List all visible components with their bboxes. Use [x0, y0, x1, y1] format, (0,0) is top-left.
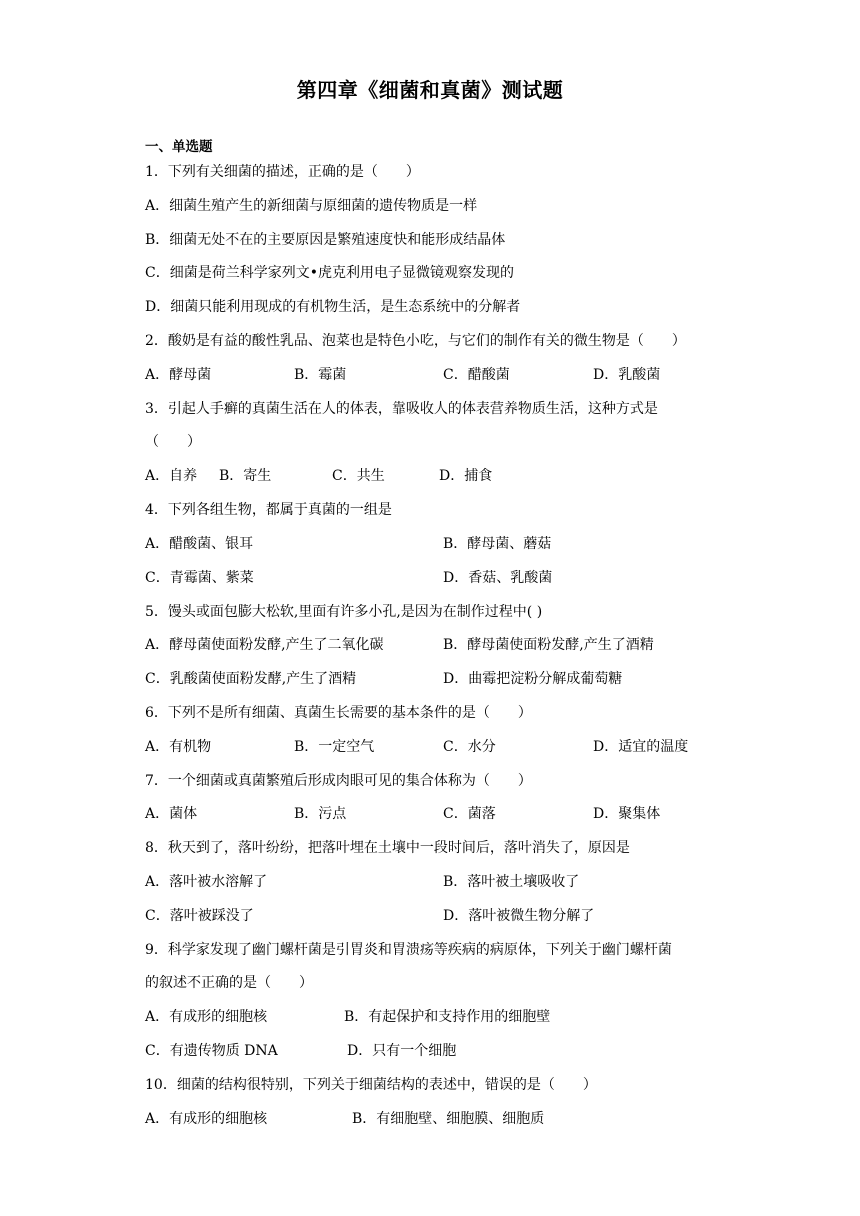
question-1-option-c: C．细菌是荷兰科学家列文•虎克利用电子显微镜观察发现的	[145, 265, 514, 281]
question-4-option-a: A．醋酸菌、银耳	[145, 536, 254, 552]
question-9-option-a: A．有成形的细胞核	[145, 1009, 268, 1025]
question-7-option-a: A．菌体	[145, 806, 198, 822]
question-10-option-a: A．有成形的细胞核	[145, 1111, 268, 1127]
question-6-option-c: C．水分	[443, 739, 496, 755]
question-5-option-c: C．乳酸菌使面粉发酵,产生了酒精	[145, 671, 357, 687]
question-1-option-d: D．细菌只能利用现成的有机物生活，是生态系统中的分解者	[145, 299, 521, 315]
question-1-stem: 1．下列有关细菌的描述，正确的是（ ）	[145, 164, 420, 180]
question-4-option-d: D．香菇、乳酸菌	[443, 570, 553, 586]
question-2-option-a: A．酵母菌	[145, 367, 212, 383]
question-9-stem: 9．科学家发现了幽门螺杆菌是引胃炎和胃溃疡等疾病的病原体，下列关于幽门螺杆菌	[145, 942, 672, 958]
question-9-stem-continued: 的叙述不正确的是（ ）	[145, 975, 313, 991]
question-4-stem: 4．下列各组生物，都属于真菌的一组是	[145, 502, 392, 518]
question-8-option-b: B．落叶被土壤吸收了	[443, 874, 580, 890]
question-3-option-b: B．寄生	[219, 468, 272, 484]
question-6-option-b: B．一定空气	[294, 739, 375, 755]
question-8-option-d: D．落叶被微生物分解了	[443, 908, 595, 924]
question-9-option-b: B．有起保护和支持作用的细胞壁	[344, 1009, 551, 1025]
question-1-option-a: A．细菌生殖产生的新细菌与原细菌的遗传物质是一样	[145, 198, 478, 214]
question-9-option-c: C．有遗传物质 DNA	[145, 1043, 278, 1059]
question-7-option-d: D．聚集体	[593, 806, 661, 822]
question-6-stem: 6．下列不是所有细菌、真菌生长需要的基本条件的是（ ）	[145, 705, 532, 721]
section-heading: 一、单选题	[145, 139, 213, 155]
question-3-option-d: D．捕食	[439, 468, 493, 484]
question-5-stem: 5．馒头或面包膨大松软,里面有许多小孔,是因为在制作过程中( )	[145, 604, 543, 620]
question-6-option-a: A．有机物	[145, 739, 212, 755]
question-3-option-a: A．自养	[145, 468, 198, 484]
page-title: 第四章《细菌和真菌》测试题	[296, 78, 564, 102]
question-2-stem: 2．酸奶是有益的酸性乳品、泡菜也是特色小吃，与它们的制作有关的微生物是（ ）	[145, 333, 686, 349]
question-2-option-c: C．醋酸菌	[443, 367, 510, 383]
question-3-stem-continued: （ ）	[145, 434, 201, 450]
question-2-option-b: B．霉菌	[294, 367, 347, 383]
question-8-stem: 8．秋天到了，落叶纷纷，把落叶埋在土壤中一段时间后，落叶消失了，原因是	[145, 840, 630, 856]
question-7-stem: 7．一个细菌或真菌繁殖后形成肉眼可见的集合体称为（ ）	[145, 773, 532, 789]
question-10-stem: 10．细菌的结构很特别，下列关于细菌结构的表述中，错误的是（ ）	[145, 1077, 597, 1093]
question-6-option-d: D．适宜的温度	[593, 739, 689, 755]
question-1-option-b: B．细菌无处不在的主要原因是繁殖速度快和能形成结晶体	[145, 232, 506, 248]
question-9-option-d: D．只有一个细胞	[347, 1043, 457, 1059]
question-5-option-b: B．酵母菌使面粉发酵,产生了酒精	[443, 637, 654, 653]
question-10-option-b: B．有细胞壁、细胞膜、细胞质	[352, 1111, 545, 1127]
question-5-option-a: A．酵母菌使面粉发酵,产生了二氧化碳	[145, 637, 384, 653]
question-3-stem: 3．引起人手癣的真菌生活在人的体表，靠吸收人的体表营养物质生活，这种方式是	[145, 401, 658, 417]
question-8-option-c: C．落叶被踩没了	[145, 908, 254, 924]
question-4-option-c: C．青霉菌、紫菜	[145, 570, 254, 586]
question-8-option-a: A．落叶被水溶解了	[145, 874, 268, 890]
question-7-option-b: B．污点	[294, 806, 347, 822]
question-5-option-d: D．曲霉把淀粉分解成葡萄糖	[443, 671, 623, 687]
question-4-option-b: B．酵母菌、蘑菇	[443, 536, 552, 552]
question-7-option-c: C．菌落	[443, 806, 496, 822]
question-2-option-d: D．乳酸菌	[593, 367, 661, 383]
question-3-option-c: C．共生	[332, 468, 385, 484]
